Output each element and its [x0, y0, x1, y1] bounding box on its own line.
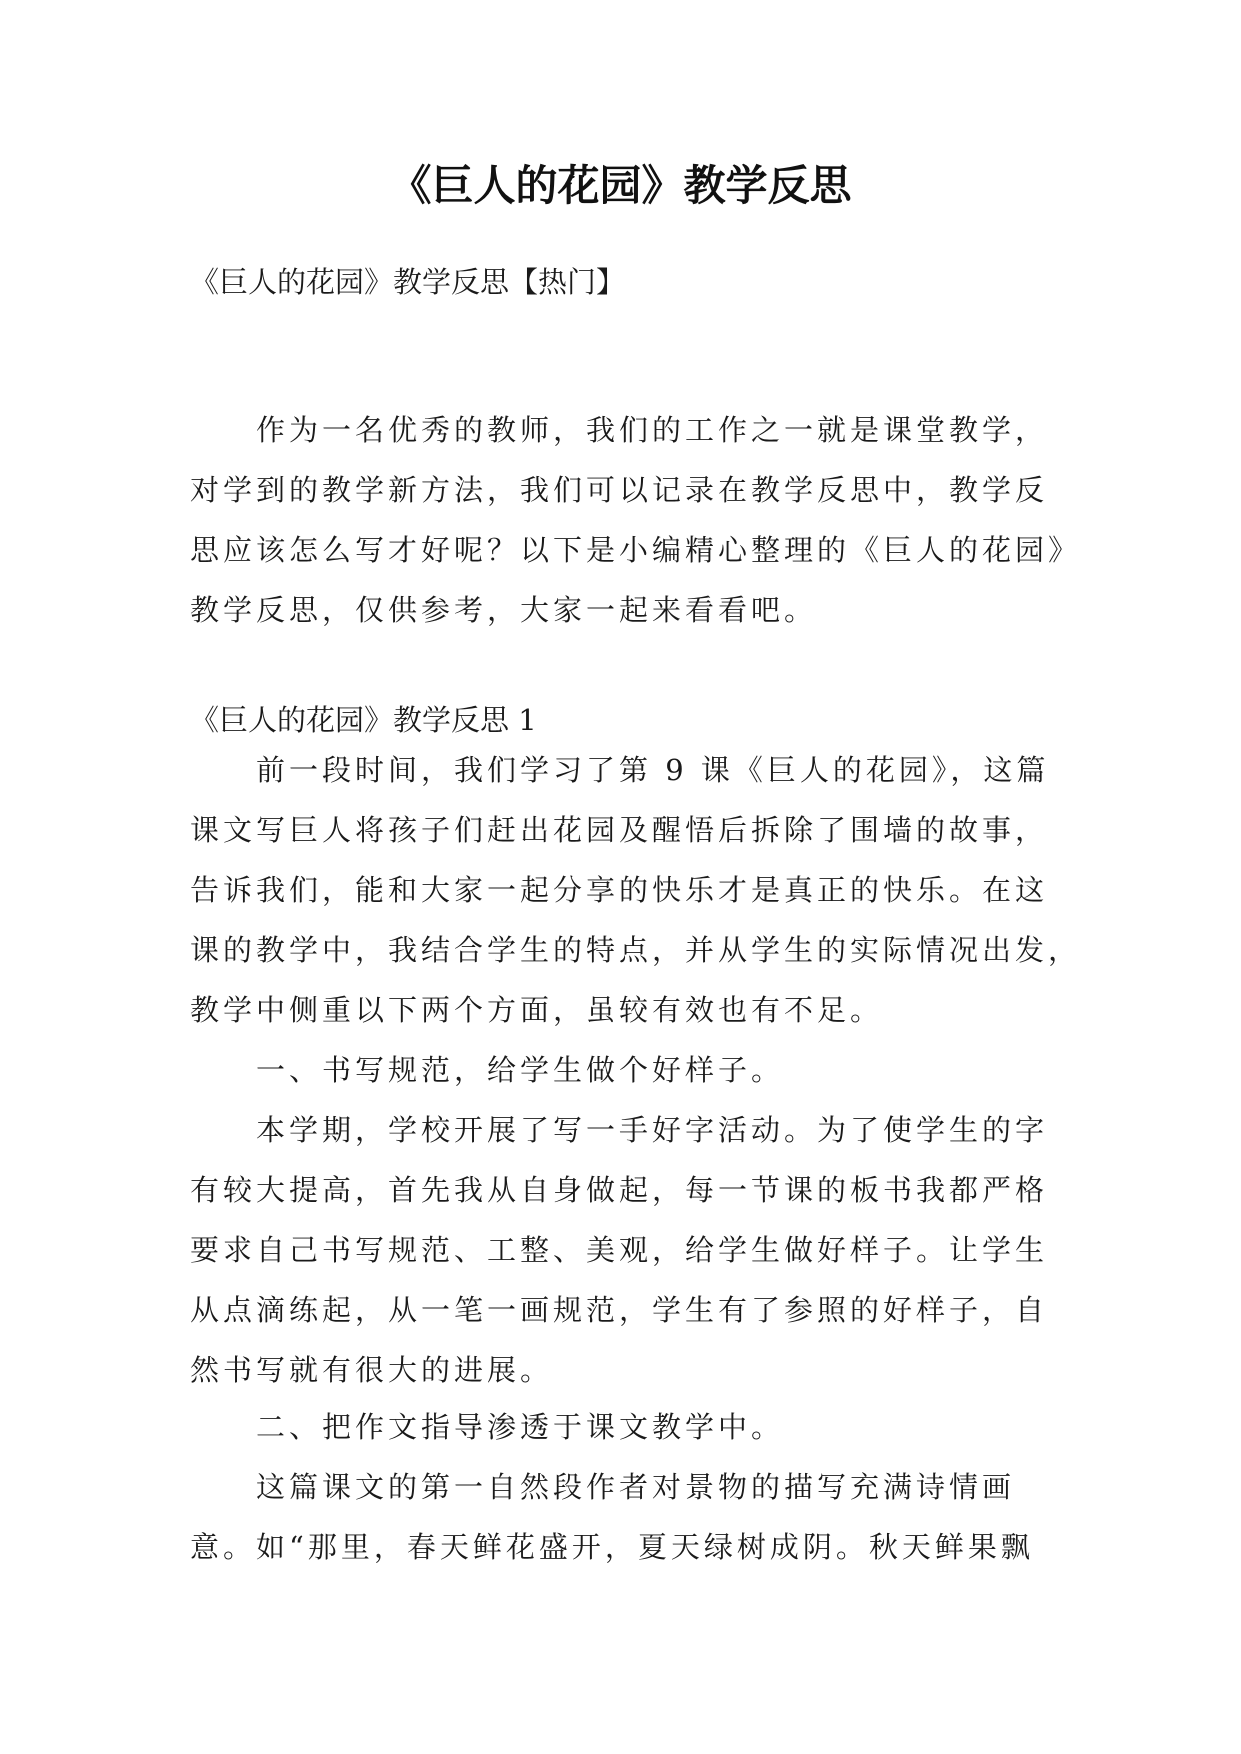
paragraph-line: 然书写就有很大的进展。 — [190, 1353, 554, 1387]
paragraph-line: 这篇课文的第一自然段作者对景物的描写充满诗情画 — [256, 1470, 1016, 1504]
paragraph-line: 前一段时间，我们学习了第 9 课《巨人的花园》，这篇 — [256, 753, 1050, 787]
point-2-heading-text: 二、把作文指导渗透于课文教学中。 — [256, 1410, 785, 1444]
paragraph-line: 告诉我们，能和大家一起分享的快乐才是真正的快乐。在这 — [190, 873, 1049, 907]
intro-line: 对学到的教学新方法，我们可以记录在教学反思中，教学反 — [190, 473, 1049, 507]
section-heading: 《巨人的花园》教学反思 1 — [190, 703, 537, 737]
intro-line: 作为一名优秀的教师，我们的工作之一就是课堂教学， — [256, 413, 1049, 447]
point-2-heading — [190, 1397, 1050, 1457]
paragraph-line: 课文写巨人将孩子们赶出花园及醒悟后拆除了围墙的故事， — [190, 813, 1049, 847]
paragraph-line: 教学中侧重以下两个方面，虽较有效也有不足。 — [190, 993, 884, 1027]
paragraph-line: 从点滴练起，从一笔一画规范，学生有了参照的好样子，自 — [190, 1293, 1049, 1327]
paragraph-line: 课的教学中，我结合学生的特点，并从学生的实际情况出发， — [190, 933, 1082, 967]
paragraph-line: 有较大提高，首先我从自身做起，每一节课的板书我都严格 — [190, 1173, 1049, 1207]
paragraph-2 — [190, 1100, 1050, 1400]
paragraph-line: 要求自己书写规范、工整、美观，给学生做好样子。让学生 — [190, 1233, 1049, 1267]
document-subtitle: 《巨人的花园》教学反思【热门】 — [190, 265, 626, 299]
intro-line: 教学反思，仅供参考，大家一起来看看吧。 — [190, 593, 818, 627]
paragraph-1 — [190, 740, 1082, 1040]
paragraph-3 — [190, 1457, 1050, 1577]
intro-paragraph — [190, 400, 1082, 640]
intro-line: 思应该怎么写才好呢？以下是小编精心整理的《巨人的花园》 — [190, 533, 1082, 567]
document-title: 《巨人的花园》教学反思 — [389, 161, 852, 210]
paragraph-line: 意。如“那里，春天鲜花盛开，夏天绿树成阴。秋天鲜果飘 — [190, 1530, 1034, 1564]
point-1-heading-text: 一、书写规范，给学生做个好样子。 — [256, 1053, 785, 1087]
point-1-heading — [190, 1040, 1050, 1100]
paragraph-line: 本学期，学校开展了写一手好字活动。为了使学生的字 — [256, 1113, 1049, 1147]
